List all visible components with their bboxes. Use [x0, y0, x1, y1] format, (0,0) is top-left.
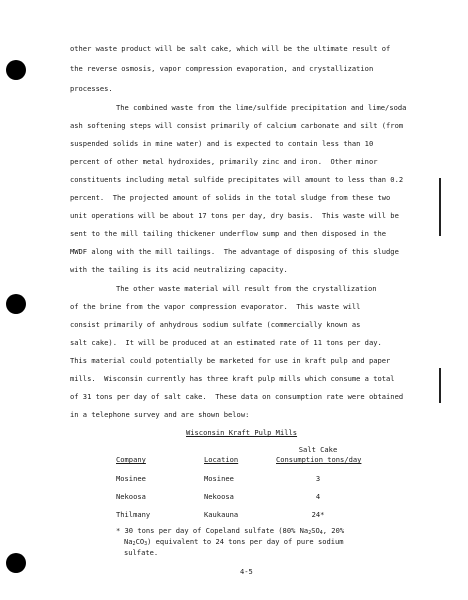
table-header-consumption: Salt Cake: [298, 445, 338, 454]
paragraph-line: sent to the mill tailing thickener underflow sump and then disposed in the: [70, 229, 387, 238]
table-title: Wisconsin Kraft Pulp Mills: [186, 428, 298, 437]
paragraph-line: The other waste material will result from the crystallization: [116, 284, 377, 293]
page-number: 4-5: [240, 567, 253, 576]
table-cell-company: Mosinee: [116, 474, 146, 483]
table-cell-company: Thilmany: [116, 510, 151, 519]
table-cell-location: Kaukauna: [204, 510, 239, 519]
revision-bar: [439, 368, 441, 403]
table-header-consumption: Consumption tons/day: [276, 455, 362, 464]
paragraph-line: constituents including metal sulfide precipitates will amount to less than 0.2: [70, 175, 404, 184]
paragraph-line: of 31 tons per day of salt cake. These data on consumption rate were obtained: [70, 392, 404, 401]
paragraph-line: of the brine from the vapor compression evaporator. This waste will: [70, 302, 361, 311]
paragraph-line: ash softening steps will consist primarily of calcium carbonate and silt (from: [70, 121, 404, 130]
revision-bar: [439, 178, 441, 236]
table-cell-location: Nekoosa: [204, 492, 234, 501]
paragraph-line: salt cake). It will be produced at an estimated rate of 11 tons per day.: [70, 338, 382, 347]
paragraph-line: MWDF along with the mill tailings. The advantage of disposing of this sludge: [70, 247, 399, 256]
paragraph-line: mills. Wisconsin currently has three kraft pulp mills which consume a total: [70, 374, 395, 383]
paragraph-line: unit operations will be about 17 tons per day, dry basis. This waste will be: [70, 211, 399, 220]
binder-hole: [6, 60, 26, 80]
footnote-line: sulfate.: [124, 548, 159, 557]
paragraph-line: This material could potentially be marketed for use in kraft pulp and paper: [70, 356, 391, 365]
footnote-line: $Na_2CO_3$) equivalent to 24 tons per day of pure sodium: [124, 537, 344, 547]
table-header-location: Location: [204, 455, 239, 464]
paragraph-line: processes.: [70, 84, 113, 93]
table-cell-location: Mosinee: [204, 474, 234, 483]
table-cell-consumption: 3: [315, 474, 321, 483]
paragraph-line: The combined waste from the lime/sulfide precipitation and lime/soda: [116, 103, 407, 112]
binder-hole: [6, 294, 26, 314]
paragraph-line: percent. The projected amount of solids in the total sludge from these two: [70, 193, 391, 202]
paragraph-line: other waste product will be salt cake, which will be the ultimate result of: [70, 44, 391, 53]
table-cell-consumption: 24*: [311, 510, 325, 519]
table-cell-company: Nekoosa: [116, 492, 146, 501]
table-header-company: Company: [116, 455, 146, 464]
paragraph-line: percent of other metal hydroxides, primarily zinc and iron. Other minor: [70, 157, 378, 166]
table-cell-consumption: 4: [315, 492, 321, 501]
paragraph-line: consist primarily of anhydrous sodium sulfate (commercially known as: [70, 320, 361, 329]
footnote-line: * 30 tons per day of Copeland sulfate (80% $Na_2SO_4$, 20%: [116, 526, 345, 536]
paragraph-line: in a telephone survey and are shown below:: [70, 410, 250, 419]
paragraph-line: the reverse osmosis, vapor compression evaporation, and crystallization: [70, 64, 374, 73]
paragraph-line: suspended solids in mine water) and is expected to contain less than 10: [70, 139, 374, 148]
binder-hole: [6, 553, 26, 573]
paragraph-line: with the tailing is its acid neutralizing capacity.: [70, 265, 288, 274]
